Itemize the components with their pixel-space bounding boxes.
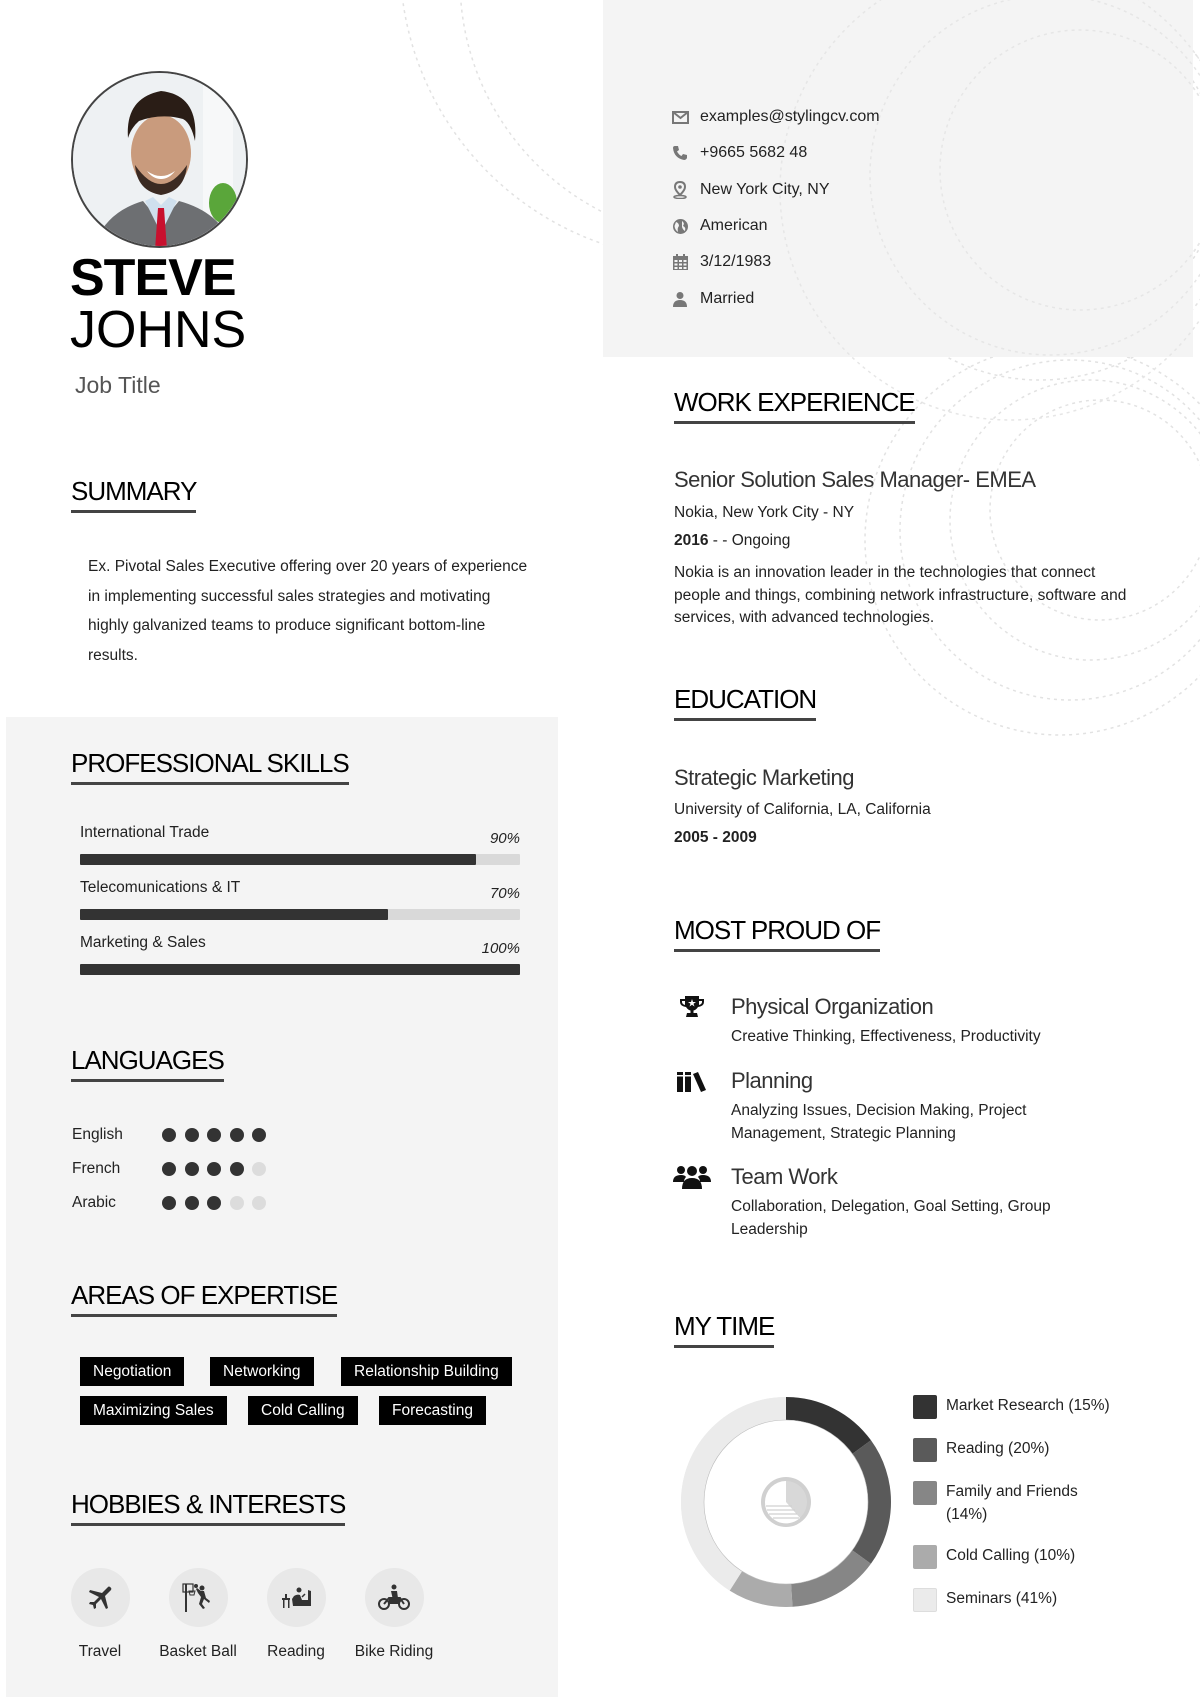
last-name: JOHNS (70, 301, 247, 359)
skill-progress-fill (80, 909, 388, 920)
contact-birthdate (670, 250, 771, 274)
level-dot (230, 1162, 244, 1176)
education-degree: Strategic Marketing (674, 765, 855, 790)
expertise-tag: Maximizing Sales (80, 1396, 227, 1425)
skill-percent: 70% (489, 885, 520, 902)
skill-progress-bar (80, 909, 520, 920)
legend-item (913, 1395, 1136, 1419)
phone-text: +9665 5682 48 (700, 144, 808, 161)
expertise-tag: Negotiation (80, 1357, 184, 1386)
contact-phone (670, 141, 807, 165)
motorbike-icon (378, 1584, 410, 1612)
avatar (71, 71, 248, 248)
skill-percent: 100% (481, 940, 520, 957)
languages-heading: LANGUAGES (71, 1047, 224, 1082)
job-dates (674, 532, 790, 550)
expertise-tag: Networking (210, 1357, 314, 1386)
proud-item-desc: Collaboration, Delegation, Goal Setting, Group Leadership (731, 1198, 1051, 1238)
job-company: Nokia, New York City - NY (674, 504, 855, 521)
first-name: STEVE (70, 249, 236, 307)
hobby-label: Travel (78, 1643, 122, 1660)
expertise-tag: Cold Calling (248, 1396, 358, 1425)
summary-text: Ex. Pivotal Sales Executive offering over 20 years of experience in implementing successful sales strategies and motivating highly galvanized teams to produce significant bottom-line results. (88, 558, 528, 664)
portrait-image (73, 73, 248, 248)
proud-item-title: Physical Organization (731, 994, 934, 1019)
language-name: French (72, 1160, 121, 1177)
level-dot-empty (252, 1196, 266, 1210)
level-dot (207, 1196, 221, 1210)
team-icon (672, 1162, 712, 1192)
proud-item-title: Team Work (731, 1164, 838, 1189)
legend-item (913, 1545, 1136, 1569)
job-description: Nokia is an innovation leader in the technologies that connect people and things, combining network infrastructure, software and services, with advanced technologies. (674, 564, 1127, 626)
level-dot (207, 1162, 221, 1176)
skill-item (80, 879, 520, 902)
legend-label: Reading (20%) (946, 1440, 1050, 1457)
proud-item-desc: Creative Thinking, Effectiveness, Productivity (731, 1028, 1041, 1045)
legend-item (913, 1588, 1136, 1612)
hobby-bike-riding (344, 1568, 444, 1661)
legend-label: Seminars (41%) (946, 1590, 1058, 1607)
job-title: Job Title (75, 372, 161, 398)
phone-icon (670, 143, 690, 163)
level-dot (230, 1128, 244, 1142)
job-role: Senior Solution Sales Manager- EMEA (674, 467, 1036, 492)
basketball-icon (180, 1582, 216, 1614)
skill-progress-fill (80, 964, 520, 975)
level-dot (162, 1128, 176, 1142)
person-icon (670, 289, 690, 309)
legend-swatch (913, 1438, 937, 1462)
envelope-icon (670, 107, 690, 127)
contact-email (670, 105, 880, 129)
legend-label: Family and Friends (14%) (946, 1483, 1078, 1523)
work-experience-heading: WORK EXPERIENCE (674, 389, 915, 424)
hobby-travel (50, 1568, 150, 1661)
expertise-tag: Relationship Building (341, 1357, 512, 1386)
legend-item (913, 1481, 1096, 1526)
location-text: New York City, NY (700, 181, 830, 198)
summary-heading: SUMMARY (71, 478, 196, 513)
language-item (72, 1160, 275, 1178)
hobby-label: Basket Ball (159, 1643, 237, 1660)
skill-progress-bar (80, 854, 520, 865)
skill-progress-bar (80, 964, 520, 975)
airplane-icon (86, 1584, 114, 1612)
legend-label: Market Research (15%) (946, 1397, 1110, 1414)
skills-heading: PROFESSIONAL SKILLS (71, 750, 349, 785)
skill-item (80, 824, 520, 847)
reading-icon (280, 1586, 312, 1610)
skill-name: Telecomunications & IT (80, 879, 241, 896)
calendar-icon (670, 252, 690, 272)
nationality-text: American (700, 217, 768, 234)
most-proud-heading: MOST PROUD OF (674, 917, 880, 952)
language-item (72, 1194, 275, 1212)
my-time-heading: MY TIME (674, 1313, 774, 1348)
skill-percent: 90% (489, 830, 520, 847)
level-dot (185, 1162, 199, 1176)
proud-item-title: Planning (731, 1068, 813, 1093)
hobbies-heading: HOBBIES & INTERESTS (71, 1491, 345, 1526)
trophy-icon (672, 992, 712, 1022)
skill-item (80, 934, 520, 957)
hobby-reading (246, 1568, 346, 1661)
education-school: University of California, LA, California (674, 801, 931, 818)
level-dot-empty (252, 1162, 266, 1176)
level-dot (162, 1196, 176, 1210)
hobby-label: Bike Riding (354, 1643, 434, 1660)
education-heading: EDUCATION (674, 686, 816, 721)
job-end: - - Ongoing (708, 532, 791, 549)
level-dot (162, 1162, 176, 1176)
expertise-tag: Forecasting (379, 1396, 486, 1425)
hobby-label: Reading (267, 1643, 325, 1660)
location-pin-icon (670, 180, 690, 200)
legend-item (913, 1438, 1136, 1462)
proud-item-desc: Analyzing Issues, Decision Making, Project Management, Strategic Planning (731, 1102, 1027, 1142)
contact-marital-status (670, 287, 754, 311)
language-name: Arabic (72, 1194, 116, 1211)
skill-progress-fill (80, 854, 476, 865)
legend-swatch (913, 1395, 937, 1419)
legend-swatch (913, 1545, 937, 1569)
legend-swatch (913, 1481, 937, 1505)
contact-nationality (670, 214, 768, 238)
legend-swatch (913, 1588, 937, 1612)
skill-name: International Trade (80, 824, 210, 841)
expertise-heading: AREAS OF EXPERTISE (71, 1282, 337, 1317)
language-item (72, 1126, 275, 1144)
globe-icon (670, 216, 690, 236)
education-years: 2005 - 2009 (674, 829, 757, 846)
marital-status-text: Married (700, 290, 755, 307)
language-name: English (72, 1126, 123, 1143)
hobby-basketball (148, 1568, 248, 1661)
job-start-year: 2016 (674, 532, 709, 549)
level-dot-empty (230, 1196, 244, 1210)
contact-location (670, 178, 830, 202)
email-text[interactable]: examples@stylingcv.com (700, 108, 880, 125)
skill-name: Marketing & Sales (80, 934, 206, 951)
pie-chart-icon (761, 1477, 811, 1527)
level-dot (185, 1196, 199, 1210)
birthdate-text: 3/12/1983 (700, 253, 772, 270)
legend-label: Cold Calling (10%) (946, 1547, 1076, 1564)
level-dot (185, 1128, 199, 1142)
level-dot (207, 1128, 221, 1142)
level-dot (252, 1128, 266, 1142)
my-time-donut-chart (676, 1392, 896, 1612)
books-icon (672, 1067, 712, 1097)
